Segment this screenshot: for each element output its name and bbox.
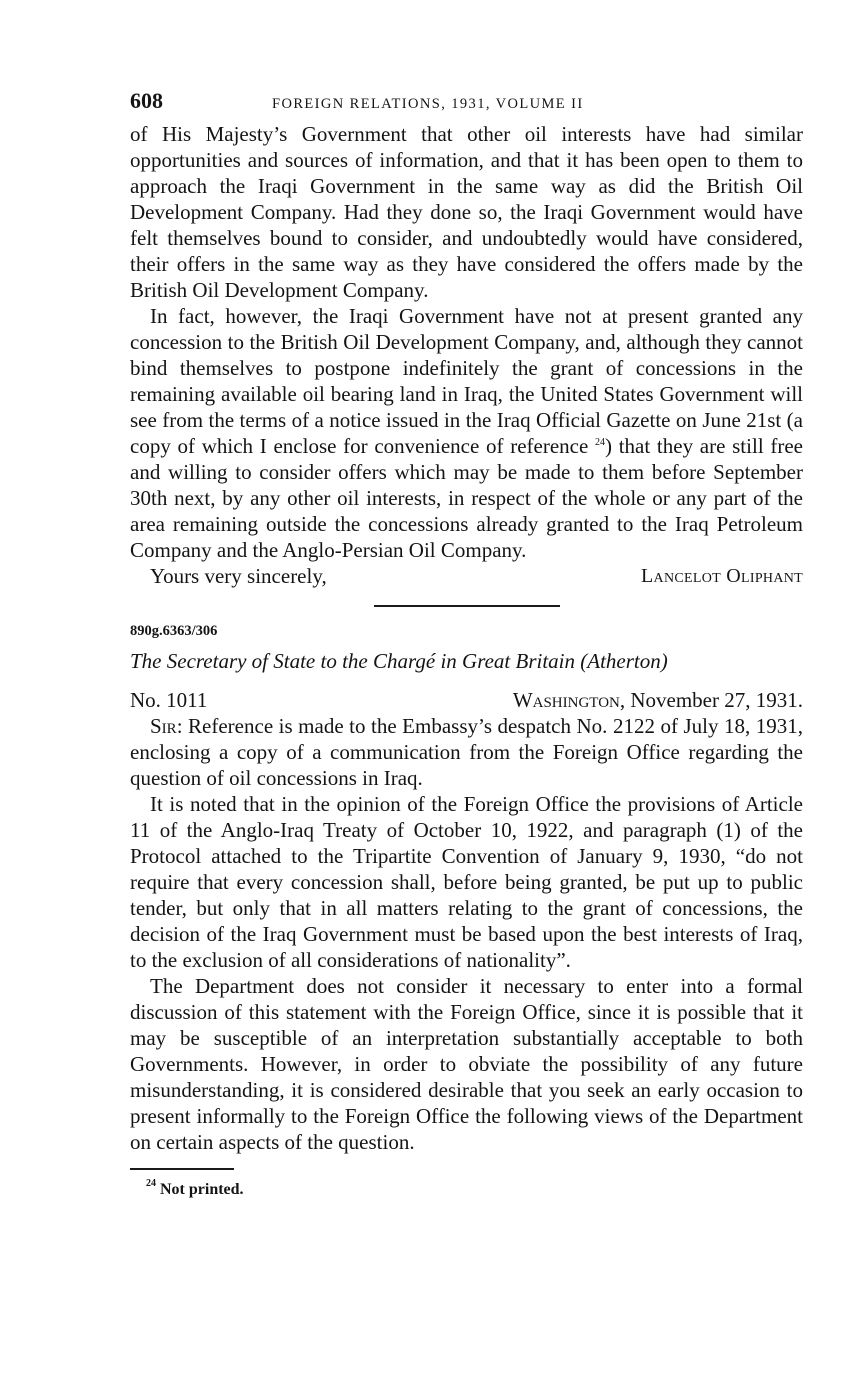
section-divider	[374, 605, 560, 607]
continuation-paragraph: of His Majesty’s Government that other oil interests have had similar opportunities and sources of information, and that it has been open to them to approach the Iraqi Government in the same way as did the British Oil Development Company. Had they done so, the Iraqi Government would have felt themselves bound to consider, and undoubtedly would have considered, their offers in the same way as they have considered the offers made by the British Oil Development Company.	[130, 122, 803, 302]
document-page	[130, 88, 803, 1199]
document-paragraph	[130, 713, 803, 791]
valediction: Yours very sincerely,	[150, 564, 327, 588]
dateline-place: Washington	[512, 688, 620, 712]
paragraph-text: : Reference is made to the Embassy’s despatch No. 2122 of July 18, 1931, enclosing a copy of a communication from the Foreign Office regarding the question of oil concessions in Iraq.	[130, 714, 803, 790]
footnote-divider	[130, 1168, 234, 1170]
document-paragraph: The Department does not consider it necessary to enter into a formal discussion of this statement with the Foreign Office, since it is possible that it may be susceptible of an interpretation substantially acceptable to both Governments. However, in order to obviate the possibility of any future misunderstanding, it is considered desirable that you seek an early occasion to present informally to the Foreign Office the following views of the Department on certain aspects of the question.	[130, 974, 803, 1154]
letter-closing	[130, 563, 803, 589]
file-number: 890g.6363/306	[130, 623, 218, 639]
document-paragraph: It is noted that in the opinion of the Foreign Office the provisions of Article 11 of the Anglo-Iraq Treaty of October 10, 1922, and paragraph (1) of the Protocol attached to the Tripartite Convention of January 9, 1930, “do not require that every concession shall, before being granted, be put up to public tender, but only that in all matters relating to the grant of concessions, the decision of the Iraq Government must be based upon the best interests of Iraq, to the exclusion of all considerations of nationality”.	[130, 792, 803, 972]
footnote	[130, 1178, 803, 1199]
dateline-date: , November 27, 1931.	[619, 688, 803, 712]
running-title: FOREIGN RELATIONS, 1931, VOLUME II	[272, 96, 584, 112]
footnote-reference: 24	[595, 437, 606, 448]
paragraph-text: ) that they are still free and willing to consider offers which may be made to them before September 30th next, by any other oil interests, in respect of the whole or any part of the area remaining outside the concessions already granted to the Iraq Petroleum Company and the Anglo-Persian Oil Company.	[130, 434, 803, 562]
continuation-text	[130, 121, 803, 563]
footnote-text: Not printed.	[160, 1181, 244, 1198]
footnote-marker: 24	[146, 1178, 156, 1189]
document-number: No. 1011	[130, 688, 208, 712]
page-number: 608	[130, 88, 163, 113]
document-meta	[130, 687, 803, 713]
dateline	[513, 687, 803, 713]
running-head	[130, 88, 803, 118]
document-heading: The Secretary of State to the Chargé in Great Britain (Atherton)	[130, 649, 668, 673]
signature: Lancelot Oliphant	[641, 565, 803, 587]
document-body	[130, 713, 803, 1155]
paragraph-text: In fact, however, the Iraqi Government have not at present granted any concession to the British Oil Development Company, and, although they cannot bind themselves to postpone indefinitely the grant of concessions in the remaining available oil bearing land in Iraq, the United States Government will see from the terms of a notice issued in the Iraq Official Gazette on June 21st (a copy of which I enclose for convenience of reference	[130, 304, 803, 458]
salutation: Sir	[150, 714, 177, 738]
continuation-paragraph	[130, 303, 803, 563]
